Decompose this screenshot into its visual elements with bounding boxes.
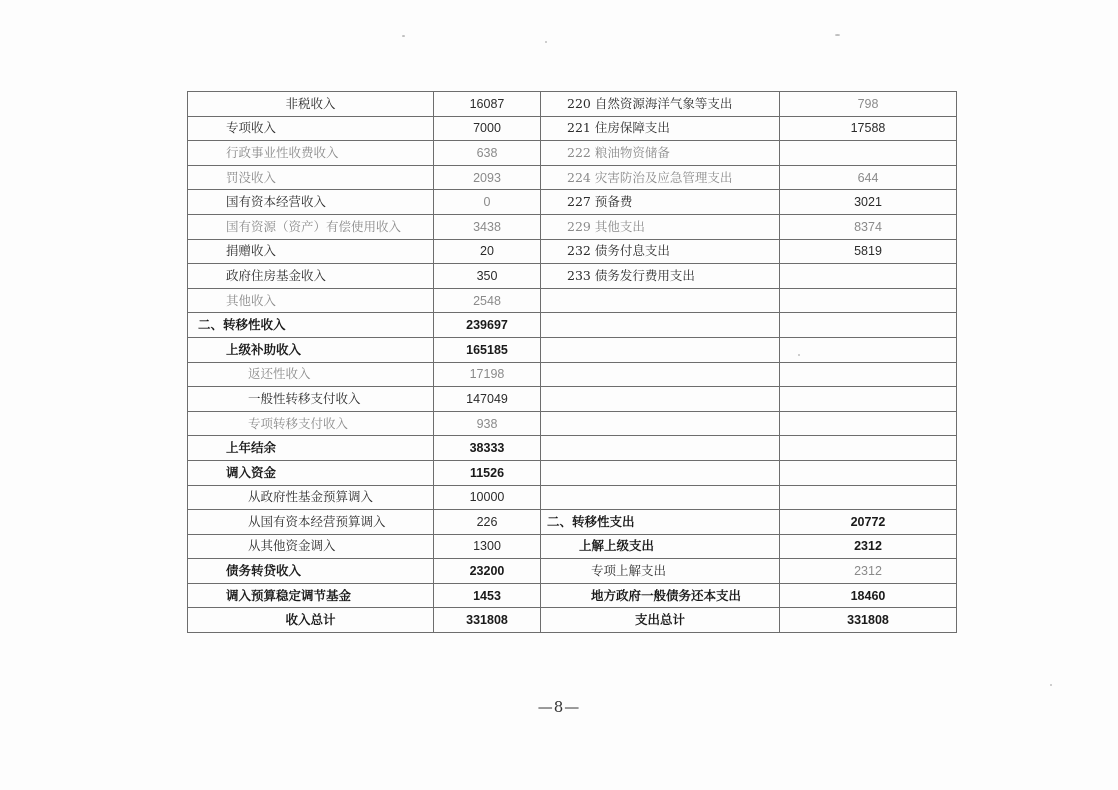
income-item-name: 从其他资金调入	[188, 534, 434, 559]
income-amount: 3438	[434, 214, 541, 239]
income-amount: 1300	[434, 534, 541, 559]
table-row	[188, 288, 957, 313]
income-item-name: 上年结余	[188, 436, 434, 461]
page-number: —8—	[537, 698, 581, 716]
income-amount: 38333	[434, 436, 541, 461]
income-item-name: 调入预算稳定调节基金	[188, 583, 434, 608]
income-item-name: 其他收入	[188, 288, 434, 313]
expense-amount	[780, 264, 957, 289]
income-amount: 938	[434, 411, 541, 436]
expense-item-name: 232 债务付息支出	[541, 239, 780, 264]
income-amount: 638	[434, 141, 541, 166]
table-row	[188, 411, 957, 436]
budget-table	[187, 91, 957, 633]
income-item-name: 罚没收入	[188, 165, 434, 190]
income-amount: 2548	[434, 288, 541, 313]
income-item-name: 从政府性基金预算调入	[188, 485, 434, 510]
expense-amount: 2312	[780, 559, 957, 584]
expense-amount: 3021	[780, 190, 957, 215]
expense-amount: 798	[780, 92, 957, 117]
income-item-name: 非税收入	[188, 92, 434, 117]
table-row	[188, 510, 957, 535]
expense-item-name: 专项上解支出	[541, 559, 780, 584]
income-item-name: 国有资本经营收入	[188, 190, 434, 215]
expense-amount: 2312	[780, 534, 957, 559]
table-row	[188, 264, 957, 289]
income-amount: 10000	[434, 485, 541, 510]
income-amount: 226	[434, 510, 541, 535]
income-amount: 16087	[434, 92, 541, 117]
income-item-name: 一般性转移支付收入	[188, 387, 434, 412]
expense-item-name: 233 债务发行费用支出	[541, 264, 780, 289]
expense-total-label: 支出总计	[541, 608, 780, 633]
income-section-name: 二、转移性收入	[188, 313, 434, 338]
table-row	[188, 141, 957, 166]
table-row	[188, 92, 957, 117]
income-total-label: 收入总计	[188, 608, 434, 633]
income-amount: 147049	[434, 387, 541, 412]
table-row	[188, 337, 957, 362]
table-row	[188, 214, 957, 239]
expense-amount: 20772	[780, 510, 957, 535]
income-amount: 11526	[434, 460, 541, 485]
table-row	[188, 313, 957, 338]
income-amount: 1453	[434, 583, 541, 608]
income-amount: 23200	[434, 559, 541, 584]
table-row-total	[188, 608, 957, 633]
income-item-name: 调入资金	[188, 460, 434, 485]
table-row	[188, 165, 957, 190]
income-total-amount: 331808	[434, 608, 541, 633]
income-amount: 7000	[434, 116, 541, 141]
income-item-name: 捐赠收入	[188, 239, 434, 264]
income-item-name: 债务转贷收入	[188, 559, 434, 584]
income-amount: 350	[434, 264, 541, 289]
expense-item-name: 220 自然资源海洋气象等支出	[541, 92, 780, 117]
scan-speck	[1050, 684, 1052, 686]
expense-amount: 18460	[780, 583, 957, 608]
expense-item-name	[541, 436, 780, 461]
expense-item-name	[541, 337, 780, 362]
expense-item-name: 224 灾害防治及应急管理支出	[541, 165, 780, 190]
expense-item-name	[541, 387, 780, 412]
table-row	[188, 190, 957, 215]
expense-item-name	[541, 460, 780, 485]
table-row	[188, 239, 957, 264]
income-amount: 2093	[434, 165, 541, 190]
expense-amount: 5819	[780, 239, 957, 264]
expense-amount	[780, 141, 957, 166]
income-amount: 0	[434, 190, 541, 215]
table-row	[188, 583, 957, 608]
expense-item-name	[541, 411, 780, 436]
expense-amount: 17588	[780, 116, 957, 141]
table-row	[188, 362, 957, 387]
expense-amount	[780, 337, 957, 362]
income-item-name: 专项收入	[188, 116, 434, 141]
income-item-name: 上级补助收入	[188, 337, 434, 362]
income-item-name: 行政事业性收费收入	[188, 141, 434, 166]
expense-item-name: 上解上级支出	[541, 534, 780, 559]
income-amount: 165185	[434, 337, 541, 362]
expense-amount	[780, 362, 957, 387]
expense-section-name: 二、转移性支出	[541, 510, 780, 535]
income-amount: 239697	[434, 313, 541, 338]
expense-item-name: 222 粮油物资储备	[541, 141, 780, 166]
expense-amount	[780, 411, 957, 436]
table-row	[188, 534, 957, 559]
scan-speck	[402, 35, 405, 37]
expense-item-name: 229 其他支出	[541, 214, 780, 239]
expense-amount	[780, 436, 957, 461]
expense-amount	[780, 288, 957, 313]
expense-amount	[780, 460, 957, 485]
expense-amount	[780, 485, 957, 510]
expense-item-name	[541, 313, 780, 338]
expense-amount: 644	[780, 165, 957, 190]
expense-amount	[780, 387, 957, 412]
expense-total-amount: 331808	[780, 608, 957, 633]
expense-item-name	[541, 362, 780, 387]
income-item-name: 专项转移支付收入	[188, 411, 434, 436]
table-row	[188, 559, 957, 584]
table-row	[188, 485, 957, 510]
table-row	[188, 116, 957, 141]
expense-item-name	[541, 485, 780, 510]
table-row	[188, 387, 957, 412]
expense-item-name: 地方政府一般债务还本支出	[541, 583, 780, 608]
expense-amount: 8374	[780, 214, 957, 239]
income-amount: 20	[434, 239, 541, 264]
income-item-name: 政府住房基金收入	[188, 264, 434, 289]
income-amount: 17198	[434, 362, 541, 387]
table-row	[188, 436, 957, 461]
expense-amount	[780, 313, 957, 338]
scan-speck	[835, 34, 840, 36]
scan-speck	[545, 41, 547, 43]
expense-item-name	[541, 288, 780, 313]
expense-item-name: 221 住房保障支出	[541, 116, 780, 141]
expense-item-name: 227 预备费	[541, 190, 780, 215]
income-item-name: 国有资源（资产）有偿使用收入	[188, 214, 434, 239]
income-item-name: 从国有资本经营预算调入	[188, 510, 434, 535]
table-row	[188, 460, 957, 485]
income-item-name: 返还性收入	[188, 362, 434, 387]
